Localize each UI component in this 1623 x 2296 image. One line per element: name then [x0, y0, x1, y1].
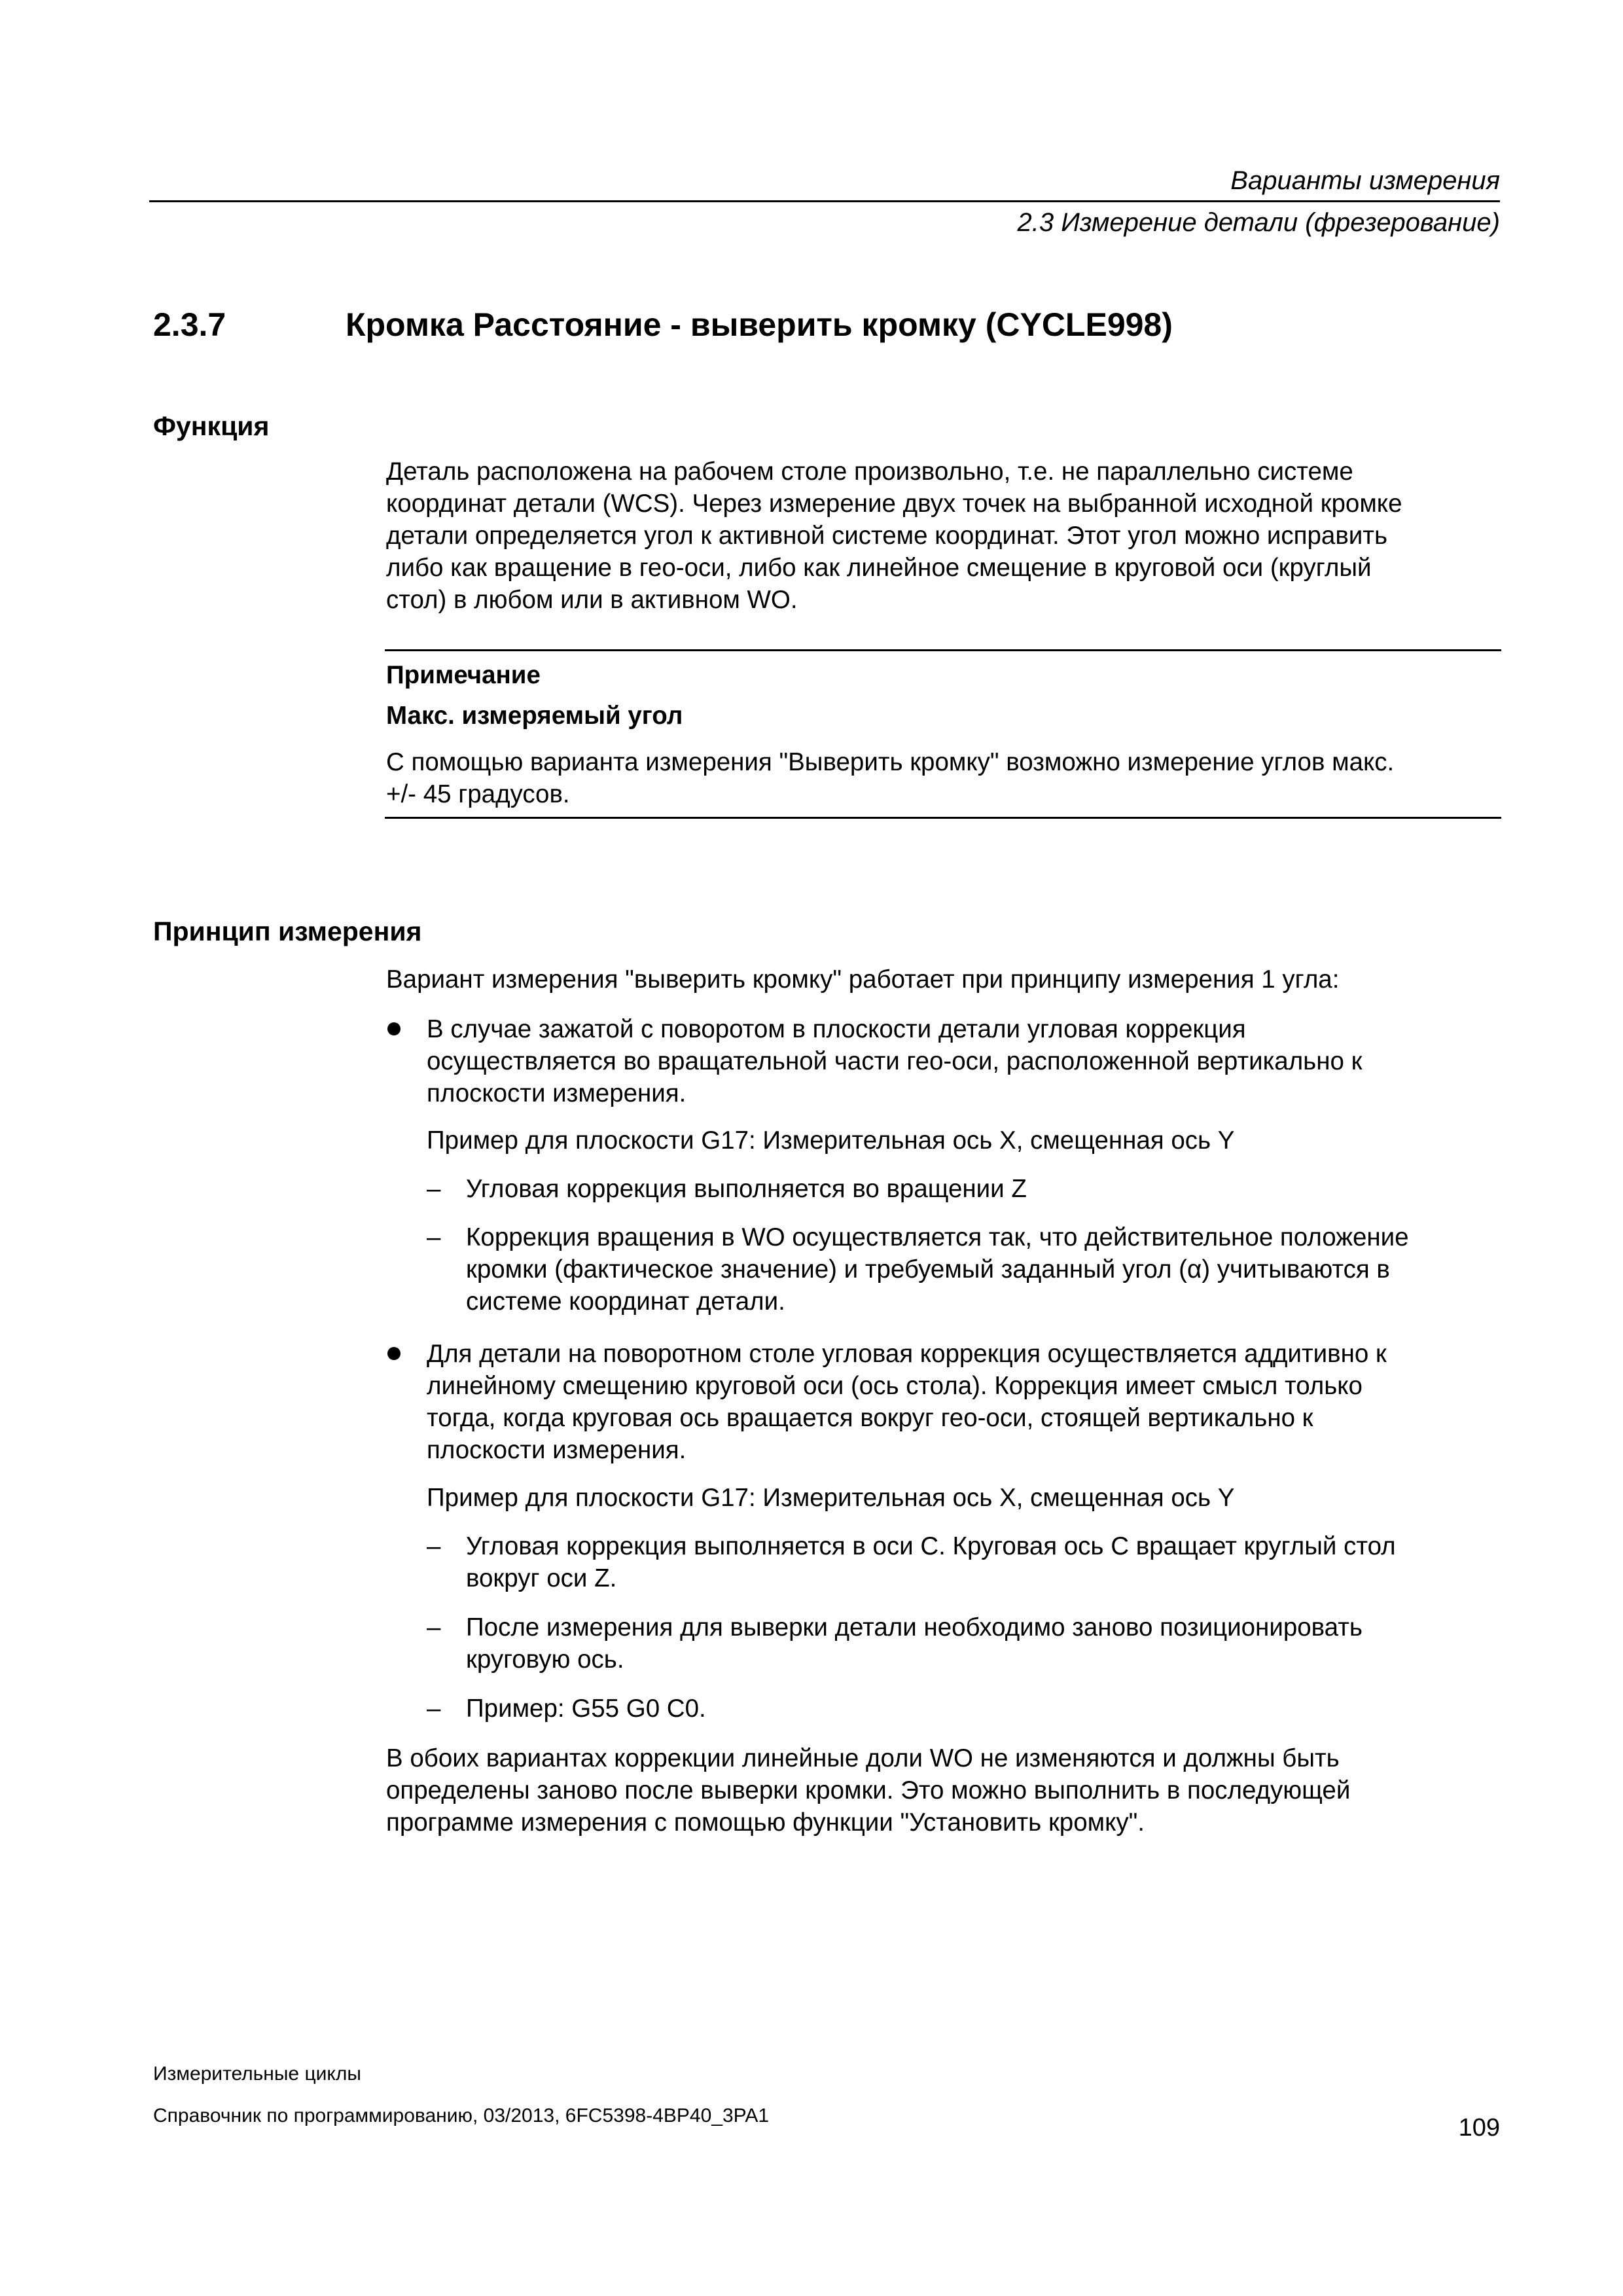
text-line: плоскости измерения. [427, 1436, 687, 1464]
footer-title: Измерительные циклы [153, 2063, 361, 2085]
text-line: плоскости измерения. [427, 1079, 687, 1107]
text-line: После измерения для выверки детали необходимо заново позиционировать [466, 1613, 1363, 1641]
note-label: Примечание [386, 661, 541, 689]
text-line: осуществляется во вращательной части гео-оси, расположенной вертикально к [427, 1047, 1363, 1075]
bullet2-example [427, 1482, 1507, 1514]
bullet-icon [387, 1022, 401, 1035]
text-line: координат детали (WCS). Через измерение двух точек на выбранной исходной кромке [386, 490, 1402, 518]
text-line: программе измерения с помощью функции "Установить кромку". [386, 1808, 1145, 1837]
note-paragraph [386, 746, 1505, 810]
text-line: линейному смещению круговой оси (ось стола). Коррекция имеет смысл только [427, 1372, 1363, 1400]
text-line: Угловая коррекция выполняется в оси C. Круговая ось C вращает круглый стол [466, 1532, 1396, 1560]
bullet2-paragraph [427, 1338, 1507, 1466]
dash-icon: – [427, 1532, 441, 1560]
function-heading: Функция [153, 411, 270, 441]
bullet-icon [387, 1347, 401, 1360]
bullet2-dash2 [466, 1611, 1507, 1676]
text-line: В случае зажатой с поворотом в плоскости детали угловая коррекция [427, 1015, 1246, 1043]
text-line: Коррекция вращения в WO осуществляется так, что действительное положение [466, 1223, 1409, 1251]
text-line: системе координат детали. [466, 1287, 785, 1316]
closing-paragraph [386, 1742, 1505, 1839]
text-line: Деталь расположена на рабочем столе произвольно, т.е. не параллельно системе [386, 457, 1353, 486]
dash-icon: – [427, 1175, 441, 1203]
text-line: либо как вращение в гео-оси, либо как линейное смещение в круговой оси (круглый [386, 554, 1372, 582]
text-line: детали определяется угол к активной системе координат. Этот угол можно исправить [386, 522, 1387, 550]
bullet2-dash1 [466, 1530, 1507, 1594]
text-line: +/- 45 градусов. [386, 780, 570, 808]
header-rule [149, 200, 1500, 202]
text-line: тогда, когда круговая ось вращается вокруг гео-оси, стоящей вертикально к [427, 1404, 1313, 1432]
text-line: Пример для плоскости G17: Измерительная ось X, смещенная ось Y [427, 1126, 1235, 1155]
section-title: Кромка Расстояние - выверить кромку (CYCLE998) [346, 306, 1173, 343]
text-line: С помощью варианта измерения "Выверить кромку" возможно измерение углов макс. [386, 748, 1395, 776]
bullet1-paragraph [427, 1013, 1507, 1109]
text-line: В обоих вариантах коррекции линейные доли WO не изменяются и должны быть [386, 1744, 1340, 1772]
text-line: вокруг оси Z. [466, 1564, 617, 1592]
dash-icon: – [427, 1613, 441, 1641]
bullet1-dash1 [466, 1173, 1507, 1205]
bullet1-example [427, 1124, 1507, 1157]
bullet1-dash2 [466, 1221, 1507, 1318]
dash-icon: – [427, 1223, 441, 1251]
text-line: стол) в любом или в активном WO. [386, 586, 798, 614]
principle-heading: Принцип измерения [153, 916, 422, 946]
dash-icon: – [427, 1695, 441, 1723]
text-line: Пример: G55 G0 C0. [466, 1695, 706, 1723]
text-line: круговую ось. [466, 1645, 624, 1674]
bullet2-dash3 [466, 1693, 1507, 1725]
running-header-section: 2.3 Измерение детали (фрезерование) [1017, 208, 1500, 237]
note-title: Макс. измеряемый угол [386, 702, 683, 730]
running-header-chapter: Варианты измерения [1230, 166, 1500, 195]
text-line: Угловая коррекция выполняется во вращении Z [466, 1175, 1027, 1203]
text-line: определены заново после выверки кромки. Это можно выполнить в последующей [386, 1776, 1351, 1804]
text-line: кромки (фактическое значение) и требуемый заданный угол (α) учитываются в [466, 1255, 1390, 1283]
principle-intro [386, 963, 1505, 996]
note-bottom-rule [385, 817, 1501, 819]
section-number: 2.3.7 [153, 306, 226, 343]
text-line: Пример для плоскости G17: Измерительная ось X, смещенная ось Y [427, 1484, 1235, 1512]
note-top-rule [385, 649, 1501, 651]
text-line: Вариант измерения "выверить кромку" работает при принципу измерения 1 угла: [386, 965, 1340, 994]
function-paragraph [386, 456, 1505, 616]
footer-publication: Справочник по программированию, 03/2013, 6FC5398-4BP40_3PA1 [153, 2105, 770, 2126]
text-line: Для детали на поворотном столе угловая коррекция осуществляется аддитивно к [427, 1340, 1387, 1368]
page-number: 109 [1458, 2114, 1500, 2142]
